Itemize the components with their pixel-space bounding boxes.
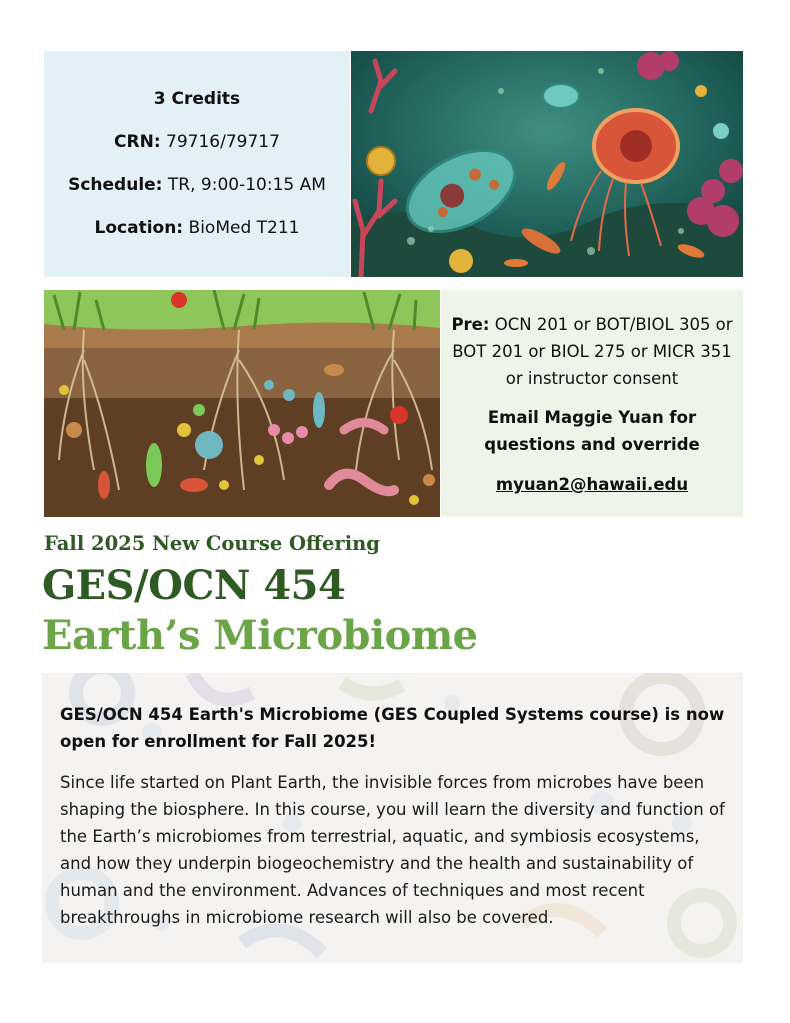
ocean-microbes-illustration: [351, 51, 743, 277]
schedule: Schedule: TR, 9:00-10:15 AM: [68, 175, 326, 195]
email-prompt: Email Maggie Yuan for questions and override: [484, 408, 700, 454]
description-panel: [42, 673, 743, 963]
crn: CRN: 79716/79717: [114, 132, 280, 152]
offering-subtitle: Fall 2025 New Course Offering: [44, 532, 380, 555]
course-description: Since life started on Plant Earth, the invisible forces from microbes have been shaping the biosphere. In this course, you will learn the diversity and function of the Earth’s microbiomes from terrestrial, aquatic, and symbiosis ecosystems, and how they underpin biogeochemistry and the health and sustainability of human and the environment. Advances of techniques and most recent breakthroughs in microbiome research will also be covered.: [60, 773, 725, 927]
course-name-title: Earth’s Microbiome: [42, 612, 478, 659]
soil-microbes-illustration: [44, 290, 440, 517]
location: Location: BioMed T211: [94, 218, 300, 238]
enrollment-announcement: GES/OCN 454 Earth's Microbiome (GES Coupled Systems course) is now open for enrollment for Fall 2025!: [60, 705, 725, 751]
email-link[interactable]: myuan2@hawaii.edu: [495, 475, 689, 494]
prerequisite-text: Pre: OCN 201 or BOT/BIOL 305 or BOT 201 or BIOL 275 or MICR 351 or instructor consent: [451, 315, 733, 388]
credits: 3 Credits: [153, 89, 241, 109]
course-info-box: [44, 51, 350, 277]
course-code-title: GES/OCN 454: [42, 562, 346, 609]
prerequisite-box: [441, 290, 743, 517]
